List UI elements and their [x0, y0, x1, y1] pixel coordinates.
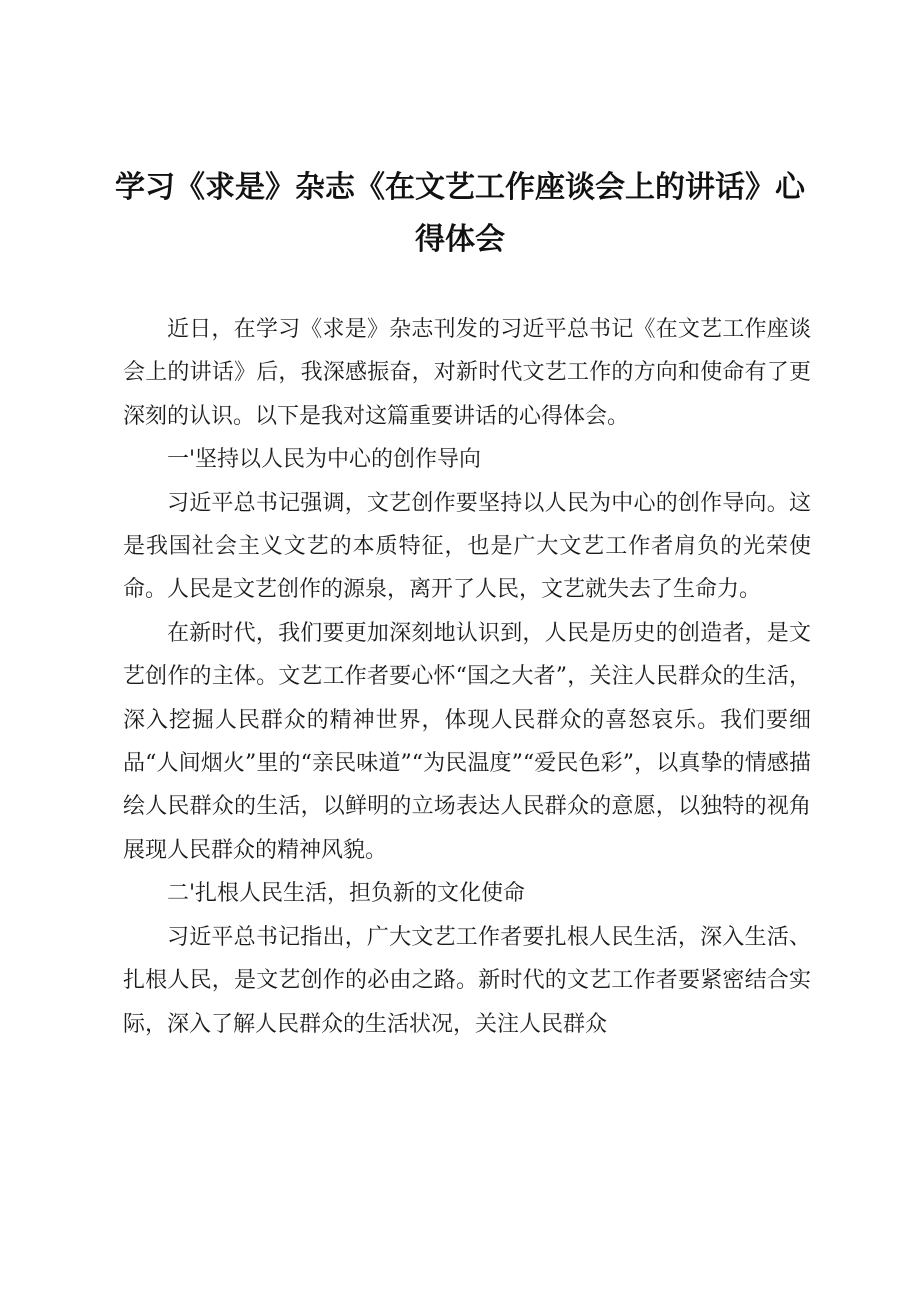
section-heading-1: 一'坚持以人民为中心的创作导向 [167, 447, 482, 473]
document-body [123, 308, 811, 1046]
paragraph-section-1-b: 在新时代，我们要更加深刻地认识到，人民是历史的创造者，是文艺创作的主体。文艺工作者要心怀“国之大者”，关注人民群众的生活，深入挖掘人民群众的精神世界，体现人民群众的喜怒哀乐。我们要细品“人间烟火”里的“亲民味道”“为民温度”“爱民色彩”，以真挚的情感描绘人民群众的生活，以鲜明的立场表达人民群众的意愿，以独特的视角展现人民群众的精神风貌。 [123, 620, 811, 863]
paragraph-section-2-a: 习近平总书记指出，广大文艺工作者要扎根人民生活，深入生活、扎根人民，是文艺创作的必由之路。新时代的文艺工作者要紧密结合实际，深入了解人民群众的生活状况，关注人民群众 [123, 924, 811, 1037]
paragraph-section-1-a: 习近平总书记强调，文艺创作要坚持以人民为中心的创作导向。这是我国社会主义文艺的本质特征，也是广大文艺工作者肩负的光荣使命。人民是文艺创作的源泉，离开了人民，文艺就失去了生命力。 [123, 490, 811, 603]
paragraph-intro: 近日，在学习《求是》杂志刊发的习近平总书记《在文艺工作座谈会上的讲话》后，我深感振奋，对新时代文艺工作的方向和使命有了更深刻的认识。以下是我对这篇重要讲话的心得体会。 [123, 317, 811, 429]
section-heading-2: 二'扎根人民生活，担负新的文化使命 [167, 881, 526, 907]
document-title: 学习《求是》杂志《在文艺工作座谈会上的讲话》心得体会 [115, 170, 805, 257]
